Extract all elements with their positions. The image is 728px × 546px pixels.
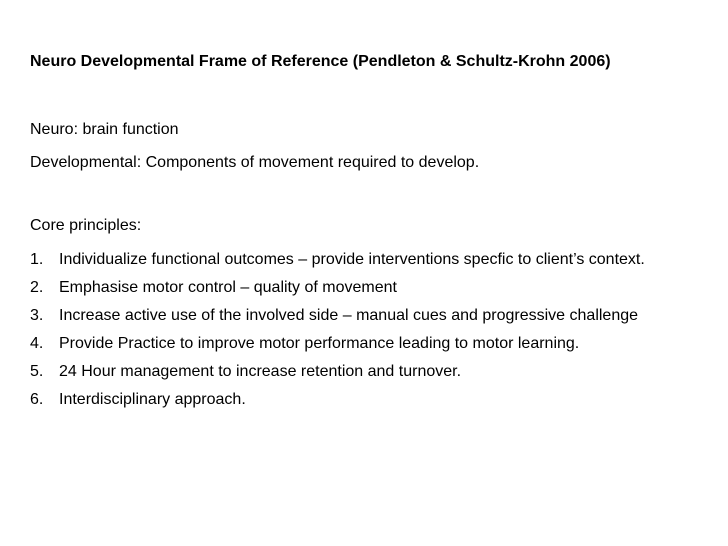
list-item-number: 6. bbox=[30, 391, 44, 408]
definition-developmental: Developmental: Components of movement required to develop. bbox=[30, 154, 480, 171]
list-item-text: Interdisciplinary approach. bbox=[59, 391, 246, 408]
principles-heading: Core principles: bbox=[30, 217, 142, 234]
definition-neuro: Neuro: brain function bbox=[30, 121, 179, 138]
principles-list bbox=[30, 250, 710, 418]
slide-title: Neuro Developmental Frame of Reference (Pendleton & Schultz-Krohn 2006) bbox=[30, 53, 611, 70]
list-item bbox=[30, 390, 710, 410]
list-item-text: 24 Hour management to increase retention and turnover. bbox=[59, 363, 462, 380]
list-item-number: 2. bbox=[30, 279, 44, 296]
list-item-number: 4. bbox=[30, 335, 44, 352]
list-item-number: 1. bbox=[30, 251, 44, 268]
list-item-text: Individualize functional outcomes – provide interventions specfic to client’s context. bbox=[59, 251, 645, 268]
list-item-text: Emphasise motor control – quality of movement bbox=[59, 279, 397, 296]
list-item bbox=[30, 362, 710, 382]
list-item bbox=[30, 334, 710, 354]
list-item-number: 5. bbox=[30, 363, 44, 380]
list-item bbox=[30, 250, 710, 270]
list-item-number: 3. bbox=[30, 307, 44, 324]
list-item bbox=[30, 278, 710, 298]
list-item-text: Provide Practice to improve motor performance leading to motor learning. bbox=[59, 335, 580, 352]
list-item-text: Increase active use of the involved side – manual cues and progressive challenge bbox=[59, 307, 639, 324]
list-item bbox=[30, 306, 710, 326]
